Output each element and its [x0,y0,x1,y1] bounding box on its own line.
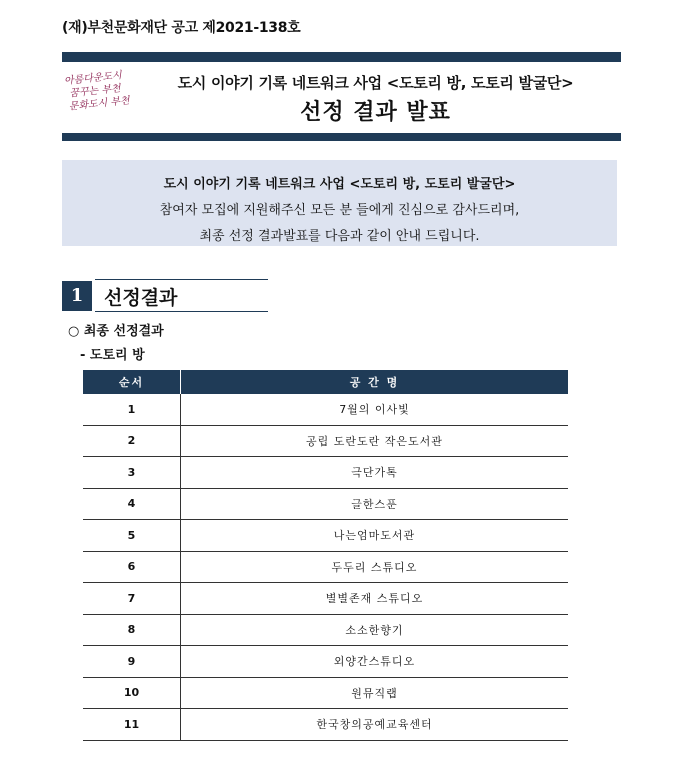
intro-line-2: 참여자 모집에 지원해주신 모든 분 들에게 진심으로 감사드리며, [159,203,520,218]
table-row [83,551,568,583]
column-header-order: 순서 [83,370,181,394]
table-row [83,394,568,425]
intro-line-3: 최종 선정 결과발표를 다음과 같이 안내 드립니다. [199,229,480,244]
row-space-name-cell: 나는엄마도서관 [181,520,569,552]
row-order-cell: 9 [83,646,181,678]
row-order-cell: 2 [83,425,181,457]
document-subtitle: 도시 이야기 기록 네트워크 사업 <도토리 방, 도토리 발굴단> [177,74,574,92]
table-row [83,520,568,552]
table-row [83,488,568,520]
table-row [83,425,568,457]
header-bottom-bar [62,133,621,141]
table-row [83,646,568,678]
section-number: 1 [62,281,92,311]
logo-line: 꿈꾸는 부천 [68,83,122,100]
table-row [83,709,568,741]
row-space-name-cell: 별별존재 스튜디오 [181,583,569,615]
row-space-name-cell: 글한스푼 [181,488,569,520]
table-row [83,583,568,615]
document-title: 선정 결과 발표 [300,100,451,125]
row-order-cell: 11 [83,709,181,741]
row-order-cell: 3 [83,457,181,489]
row-order-cell: 1 [83,394,181,425]
section-rule-bottom [95,311,268,312]
row-space-name-cell: 원뮤직랩 [181,677,569,709]
row-space-name-cell: 한국창의공예교육센터 [181,709,569,741]
header-top-bar [62,52,621,62]
notice-number: (재)부천문화재단 공고 제2021-138호 [62,20,301,36]
row-space-name-cell: 두두리 스튜디오 [181,551,569,583]
column-header-space-name: 공 간 명 [181,370,569,394]
final-result-heading: ○ 최종 선정결과 [68,324,164,339]
section-rule-top [95,279,268,280]
logo-line: 문화도시 부천 [68,95,131,113]
row-order-cell: 7 [83,583,181,615]
results-table [83,370,568,741]
row-space-name-cell: 7월의 이사빛 [181,394,569,425]
foundation-logo [63,69,131,127]
row-order-cell: 5 [83,520,181,552]
row-order-cell: 4 [83,488,181,520]
row-space-name-cell: 외양간스튜디오 [181,646,569,678]
intro-box [62,160,617,246]
row-space-name-cell: 극단가톡 [181,457,569,489]
category-heading: - 도토리 방 [80,348,145,363]
table-row [83,677,568,709]
row-order-cell: 10 [83,677,181,709]
table-header-row [83,370,568,394]
section-title: 선정결과 [104,287,178,309]
table-row [83,614,568,646]
row-space-name-cell: 공립 도란도란 작은도서관 [181,425,569,457]
logo-line: 아름다운도시 [63,70,123,88]
row-order-cell: 8 [83,614,181,646]
row-order-cell: 6 [83,551,181,583]
row-space-name-cell: 소소한향기 [181,614,569,646]
table-row [83,457,568,489]
intro-line-1: 도시 이야기 기록 네트워크 사업 <도토리 방, 도토리 발굴단> [163,177,516,192]
